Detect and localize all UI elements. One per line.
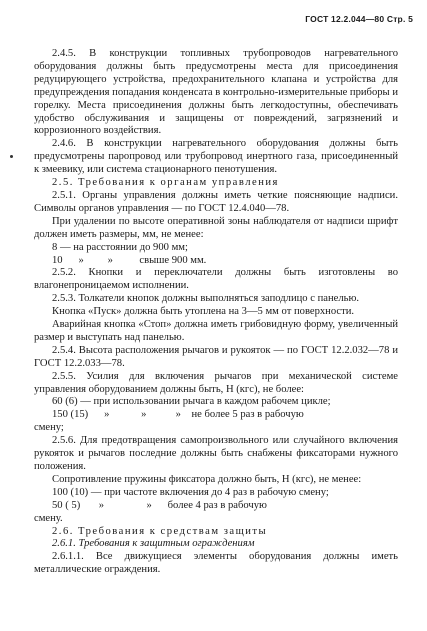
section-heading-2-5: 2.5. Требования к органам управления <box>52 177 279 189</box>
font-size-row-1: 8 — на расстоянии до 900 мм; <box>52 241 188 253</box>
ditto-mark: » <box>146 499 152 511</box>
force-row2-text: не более 5 раз в рабочую <box>191 409 304 421</box>
ditto-mark: » <box>104 409 110 421</box>
row2-value: 10 <box>52 254 63 266</box>
subsection-heading-2-6-1: 2.6.1. Требования к защитным ограждениям <box>52 538 255 550</box>
ditto-mark: » <box>98 499 105 511</box>
spring-row-2 <box>34 500 398 513</box>
ditto-mark: » <box>175 409 181 421</box>
paragraph-2-5-5: 2.5.5. Усилия для включения рычагов при механической системе управления оборудованием должны быть, Н (кгс), не более: <box>34 370 398 395</box>
paragraph-2-4-5: 2.4.5. В конструкции топливных трубопроводов нагревательного оборудования должны быть предусмотрены места для присоединения редуцирующего устройства, предохранительного клапана и устройства для предупреждения попадания конденсата в контрольно-измерительные приборы и горелку. Места присоединения должны быть легкодоступны, обеспечивать удобство обслуживания и защищены от повреждений, загрязнений и коррозионного воздействия. <box>34 48 398 137</box>
spring-row2-text: более 4 раз в рабочую <box>167 499 267 511</box>
spring-row-1: 100 (10) — при частоте включения до 4 раз в рабочую смену; <box>52 486 329 498</box>
paragraph-2-4-6: 2.4.6. В конструкции нагревательного оборудования должны быть предусмотрены паропровод или трубопровод инертного газа, присоединенный к змеевику, или система стационарного пенотушения. <box>34 138 398 176</box>
paragraph-2-5-4: 2.5.4. Высота расположения рычагов и рукояток — по ГОСТ 12.2.032—78 и ГОСТ 12.2.033—78. <box>34 344 398 369</box>
force-row2-value: 150 (15) <box>52 409 89 421</box>
force-row-1: 60 (6) — при использовании рычага в каждом рабочем цикле; <box>52 396 331 408</box>
paragraph-2-5-1-font: При удалении по высоте оперативной зоны наблюдателя от надписи шрифт должен иметь размеры, мм, не менее: <box>34 215 398 240</box>
ditto-mark: » <box>141 409 147 421</box>
font-size-row-2 <box>34 255 398 268</box>
ditto-mark: » <box>78 254 84 266</box>
force-row-2-cont: смену; <box>34 422 64 434</box>
paragraph-2-5-3-stop: Аварийная кнопка «Стоп» должна иметь грибовидную форму, увеличенный размер и выступать над панелью. <box>34 319 398 343</box>
page-header: ГОСТ 12.2.044—80 Стр. 5 <box>305 14 413 24</box>
margin-mark <box>10 155 13 158</box>
document-body <box>34 48 398 577</box>
paragraph-2-5-1: 2.5.1. Органы управления должны иметь четкие поясняющие надписи. Символы органов управления — по ГОСТ 12.4.040—78. <box>34 189 398 214</box>
paragraph-2-6-1-1: 2.6.1.1. Все движущиеся элементы оборудования должны иметь металлические ограждения. <box>34 551 398 576</box>
paragraph-2-5-2: 2.5.2. Кнопки и переключатели должны быть изготовлены во влагонепроницаемом исполнении. <box>34 267 398 292</box>
paragraph-2-5-6: 2.5.6. Для предотвращения самопроизвольного или случайного включения рукояток и рычагов последние должны быть снабжены фиксаторами нужного положения. <box>34 435 398 472</box>
spring-row2-value: 50 ( 5) <box>52 499 81 511</box>
force-row-2 <box>34 409 398 422</box>
row2-text: свыше 900 мм. <box>139 254 207 266</box>
paragraph-2-5-3-start: Кнопка «Пуск» должна быть утоплена на 3—5 мм от поверхности. <box>52 306 355 318</box>
paragraph-2-5-6-spring: Сопротивление пружины фиксатора должно быть, Н (кгс), не менее: <box>52 473 362 485</box>
section-heading-2-6: 2.6. Требования к средствам защиты <box>52 525 268 537</box>
paragraph-2-5-3: 2.5.3. Толкатели кнопок должны выполняться заподлицо с панелью. <box>52 293 360 305</box>
ditto-mark: » <box>107 254 113 266</box>
spring-row-2-cont: смену. <box>34 512 63 524</box>
